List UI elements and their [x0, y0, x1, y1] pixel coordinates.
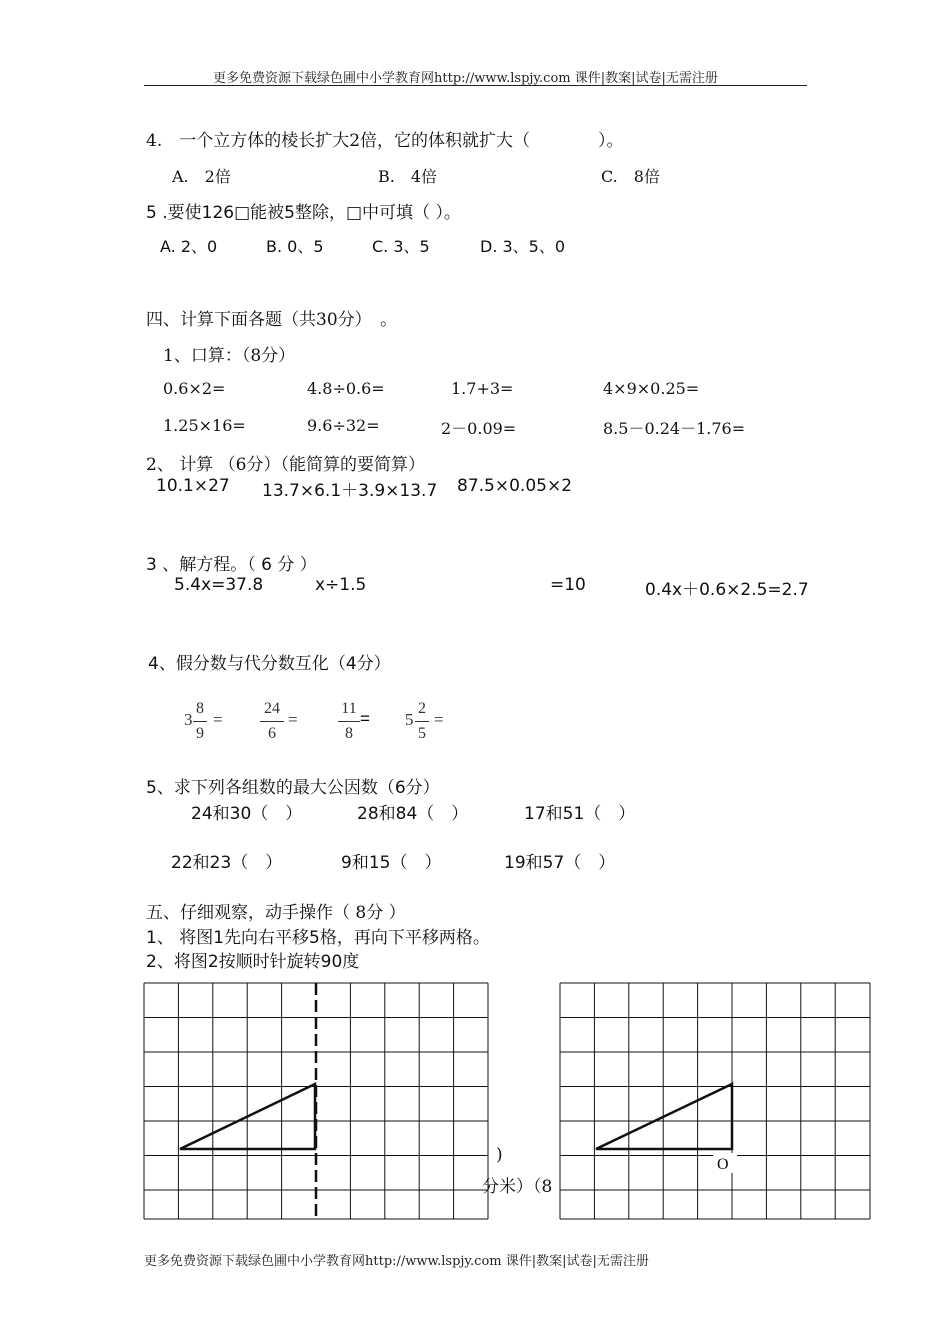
calc-item: 13.7×6.1＋3.9×13.7 [262, 481, 438, 501]
gcd-item: 22和23（ ） [171, 853, 283, 873]
gcd-item: 24和30（ ） [191, 804, 303, 824]
denominator: 8 [345, 725, 353, 742]
gcd-item: 9和15（ ） [341, 853, 442, 873]
fraction [415, 700, 429, 743]
oral-calc-item: 0.6×2= [163, 379, 226, 398]
oral-calc-item: 4×9×0.25= [603, 379, 700, 398]
denominator: 5 [418, 725, 426, 742]
equation-item: 0.4x＋0.6×2.5=2.7 [645, 580, 809, 600]
question-5-option-d: D. 3、5、0 [480, 237, 566, 256]
question-4-option-c: C. 8倍 [601, 167, 660, 186]
rotation-point-label: O [717, 1156, 729, 1173]
calc-item: 87.5×0.05×2 [457, 476, 573, 496]
numerator: 8 [196, 700, 204, 717]
grid-figure-2 [558, 981, 874, 1223]
section-4-title: 四、计算下面各题（共30分） 。 [146, 310, 398, 330]
numerator: 2 [418, 700, 426, 717]
equation-item: x÷1.5 [315, 575, 367, 595]
fraction-title: 4、假分数与代分数互化（4分） [148, 654, 391, 674]
oral-calc-item: 2－0.09= [441, 419, 517, 438]
question-4-text: 4. 一个立方体的棱长扩大2倍，它的体积就扩大（ ）。 [146, 131, 624, 151]
question-4-option-b: B. 4倍 [378, 167, 438, 186]
equation-item: 5.4x=37.8 [174, 575, 264, 595]
equals-sign: = [360, 709, 370, 728]
equals-sign: = [434, 710, 444, 729]
question-4-option-a: A. 2倍 [172, 167, 231, 186]
fraction [260, 700, 284, 743]
fraction [338, 700, 360, 743]
equals-sign: = [288, 710, 298, 729]
page-footer: 更多免费资源下载绿色圃中小学教育网http://www.lspjy.com 课件|教案|试卷|无需注册 [144, 1254, 649, 1269]
denominator: 6 [268, 725, 276, 742]
question-5-option-b: B. 0、5 [266, 237, 324, 256]
gcd-item: 28和84（ ） [357, 804, 469, 824]
mixed-whole: 5 [405, 710, 414, 729]
numerator: 24 [264, 700, 280, 717]
oral-calc-item: 4.8÷0.6= [307, 379, 385, 398]
text-fragment: ) [496, 1145, 503, 1165]
operation-item-1: 1、 将图1先向右平移5格，再向下平移两格。 [146, 928, 490, 948]
operation-item-2: 2、将图2按顺时针旋转90度 [146, 952, 360, 972]
equation-title: 3 、解方程。（ 6 分 ） [146, 555, 317, 575]
equation-item: =10 [550, 575, 586, 595]
section-5-title: 五、仔细观察，动手操作（ 8分 ） [146, 903, 406, 923]
calc-item: 10.1×27 [156, 476, 230, 496]
text-fragment: 分米）（8 [482, 1177, 553, 1197]
header-divider [144, 85, 807, 86]
fraction [193, 700, 207, 743]
equals-sign: = [213, 710, 223, 729]
numerator: 11 [341, 700, 357, 717]
oral-calc-item: 1.25×16= [163, 416, 246, 435]
oral-calc-item: 9.6÷32= [307, 416, 380, 435]
oral-calc-item: 1.7+3= [451, 379, 514, 398]
gcd-title: 5、求下列各组数的最大公因数（6分） [146, 778, 440, 798]
page-header: 更多免费资源下载绿色圃中小学教育网http://www.lspjy.com 课件|教案|试卷|无需注册 [213, 71, 718, 86]
question-5-text: 5 .要使126□能被5整除，□中可填（ ）。 [146, 203, 461, 223]
question-5-option-c: C. 3、5 [372, 237, 430, 256]
grid-figure-1 [142, 981, 492, 1223]
gcd-item: 19和57（ ） [504, 853, 616, 873]
question-5-option-a: A. 2、0 [160, 237, 218, 256]
denominator: 9 [196, 725, 204, 742]
mixed-whole: 3 [184, 710, 193, 729]
oral-calc-item: 8.5－0.24－1.76= [603, 419, 746, 438]
oral-calc-title: 1、口算：（8分） [163, 346, 296, 366]
gcd-item: 17和51（ ） [524, 804, 636, 824]
triangle-shape-2 [596, 1084, 732, 1149]
calc-title: 2、 计算 （6分）（能简算的要简算） [146, 455, 425, 475]
